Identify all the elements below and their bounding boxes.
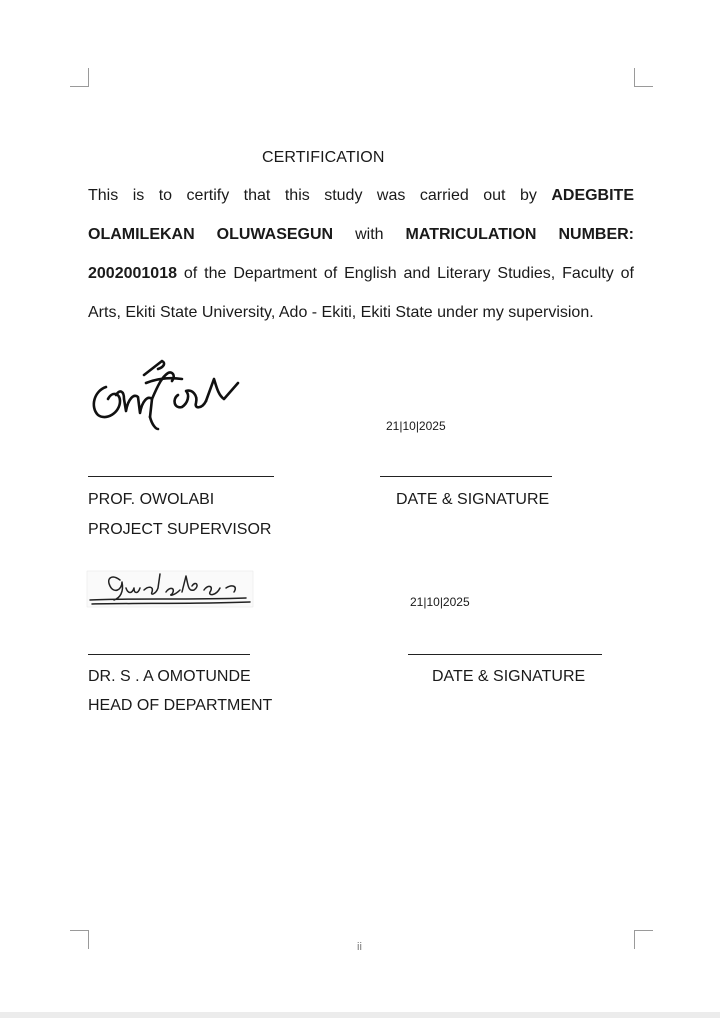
certification-title: CERTIFICATION — [262, 149, 385, 166]
crop-mark-top-right — [634, 68, 653, 87]
supervisor-signature-line — [88, 476, 274, 477]
supervisor-date: 21|10|2025 — [386, 419, 446, 433]
student-name: ADEGBITE OLAMILEKAN OLUWASEGUN — [88, 187, 634, 243]
certification-body — [88, 176, 634, 332]
body-text-part-1: This is to certify that this study was carried out by — [88, 187, 552, 204]
hod-name: DR. S . A OMOTUNDE — [88, 668, 251, 685]
hod-role: HEAD OF DEPARTMENT — [88, 697, 273, 714]
page-number: ii — [357, 941, 362, 953]
hod-signature — [86, 570, 256, 610]
crop-mark-bottom-right — [634, 930, 653, 949]
viewer-bottom-edge — [0, 1012, 720, 1018]
supervisor-date-line — [380, 476, 552, 477]
supervisor-date-signature-label: DATE & SIGNATURE — [396, 491, 550, 508]
crop-mark-bottom-left — [70, 930, 89, 949]
hod-date: 21|10|2025 — [410, 595, 470, 609]
supervisor-role: PROJECT SUPERVISOR — [88, 521, 272, 538]
supervisor-signature — [86, 355, 246, 435]
hod-signature-line — [88, 654, 250, 655]
hod-date-line — [408, 654, 602, 655]
body-text-part-2: with — [333, 226, 406, 243]
hod-date-signature-label: DATE & SIGNATURE — [432, 668, 586, 685]
matriculation-number: MATRICULATION NUMBER: 2002001018 — [88, 226, 635, 282]
crop-mark-top-left — [70, 68, 89, 87]
body-text-part-3: of the Department of English and Literary Studies, Faculty of Arts, Ekiti State University, Ado - Ekiti, Ekiti State under my supervision. — [88, 265, 634, 321]
supervisor-name: PROF. OWOLABI — [88, 491, 215, 508]
